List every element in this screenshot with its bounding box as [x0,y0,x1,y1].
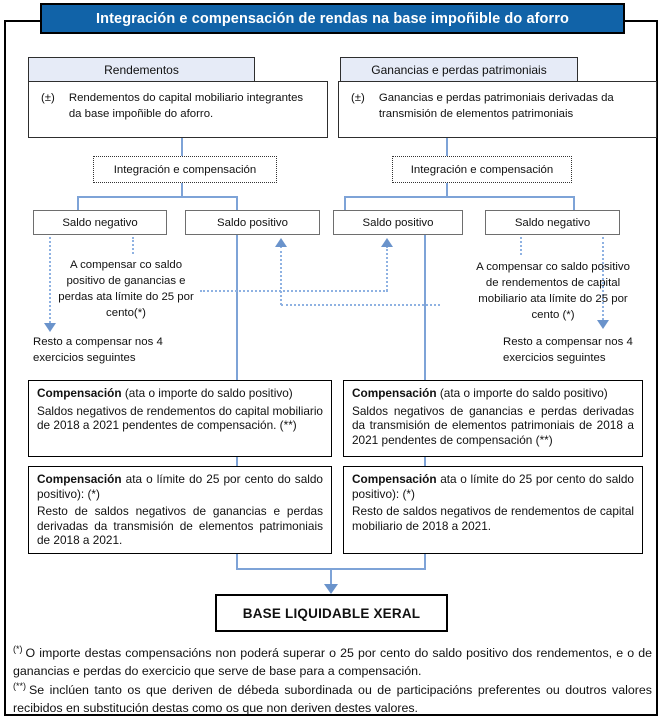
compensacion1-left-head: Compensación (ata o importe do saldo positivo) [37,386,293,400]
compensacion2-right-head: Compensación ata o límite do 25 por cento do saldo positivo): (*) [352,472,634,501]
compensar-note-right [472,259,634,323]
compensacion1-right-head: Compensación (ata o importe do saldo positivo) [352,386,608,400]
ganancias-source-text: Ganancias e perdas patrimoniais derivadas da transmisión de elementos patrimoniais [378,92,614,120]
plusminus-sign: (±) [351,92,365,104]
footnote-2-text: Se inclúen tanto os que deriven de débeda subordinada ou de participacións preferentes ou doutros valores recibidos en substitución destas como os que non deriven destes valores. [13,683,652,715]
base-liquidable-box [215,594,448,632]
diagram-title-label: Integración e compensación de rendas na base impoñible do aforro [96,10,569,27]
compensacion2-right-body: Resto de saldos negativos de rendementos de capital mobiliario de 2018 a 2021. [352,504,634,533]
compensacion1-right-box [343,380,643,457]
connector-line [181,138,183,156]
compensacion2-left-body: Resto de saldos negativos de ganancias e perdas derivadas da transmisión de elementos patrimoniais de 2018 a 2021. [37,504,323,547]
resto-note-right [503,334,653,366]
connector-line [330,568,332,585]
compensar-note-right-text: A compensar co saldo positivo de rendementos de capital mobiliario ata límite do 25 por cento (*) [476,261,630,321]
connector-line [446,183,448,197]
dashed-line [132,237,134,254]
footnote-2 [13,678,652,717]
integration-label-right: Integración e compensación [410,163,554,176]
saldo-positivo-right-label: Saldo positivo [362,216,434,229]
compensar-note-left-text: A compensar co saldo positivo de ganancias e perdas ata límite do 25 por cento(*) [58,259,194,319]
saldo-negativo-left-label: Saldo negativo [62,216,138,229]
branch-line-right [344,196,575,198]
base-liquidable-label: BASE LIQUIDABLE XERAL [242,605,421,621]
compensacion2-left-box [28,466,332,554]
ganancias-source-box [338,81,657,138]
saldo-negativo-left-box [33,210,167,235]
rendementos-source-box [28,81,328,138]
resto-note-left [33,334,183,366]
ganancias-header-label: Ganancias e perdas patrimoniais [371,62,547,77]
diagram-title [40,3,625,34]
dashed-line [200,290,388,292]
arrow-down-icon [44,323,56,332]
compensacion2-right-box [343,466,643,554]
saldo-negativo-right-label: Saldo negativo [514,216,591,229]
rendementos-source-text: Rendementos do capital mobiliario integrantes da base impoñible do aforro. [68,92,304,120]
integration-box-left [93,156,277,183]
dashed-line [520,237,522,255]
arrow-up-icon [275,238,287,247]
footnote-2-marker: (**) [13,681,26,691]
footnote-1 [13,641,652,680]
saldo-positivo-left-box [185,210,320,235]
connector-line [344,196,346,210]
arrow-up-icon [381,238,393,247]
connector-line [236,196,238,210]
connector-line [77,196,79,210]
footnote-1-marker: (*) [13,644,23,654]
rendementos-header-label: Rendementos [104,62,179,77]
ganancias-header [340,57,578,82]
branch-line-left [77,196,238,198]
arrow-down-icon [324,584,338,594]
integration-box-right [392,156,572,183]
saldo-negativo-right-box [485,210,620,235]
dashed-line [386,246,388,291]
compensar-note-left [55,257,197,321]
dashed-line [280,246,282,305]
resto-note-right-text: Resto a compensar nos 4 exercicios seguintes [503,336,633,364]
compensacion2-left-head: Compensación ata o límite do 25 por cento do saldo positivo): (*) [37,472,323,501]
dashed-line [281,304,440,306]
plusminus-sign: (±) [41,92,55,104]
connector-line [446,138,448,156]
compensacion1-left-body: Saldos negativos de rendementos do capital mobiliario de 2018 a 2021 pendentes de compensación. (**) [37,403,323,432]
saldo-positivo-right-box [333,210,463,235]
footnote-1-text: O importe destas compensacións non poderá superar o 25 por cento do saldo positivo dos rendementos, e o de ganancias e perdas do exercicio que serve de base para a compensación. [13,646,652,678]
connector-line [181,183,183,197]
resto-note-left-text: Resto a compensar nos 4 exercicios seguintes [33,336,163,364]
compensacion1-left-box [28,380,332,457]
saldo-positivo-left-label: Saldo positivo [217,216,288,229]
connector-line [573,196,575,210]
rendementos-header [28,57,255,82]
dashed-line [49,237,51,323]
compensacion1-right-body: Saldos negativos de ganancias e perdas derivadas da transmisión de elementos patrimoniais de 2018 a 2021 pendentes de compensación (**) [352,403,634,447]
integration-label-left: Integración e compensación [113,163,257,176]
